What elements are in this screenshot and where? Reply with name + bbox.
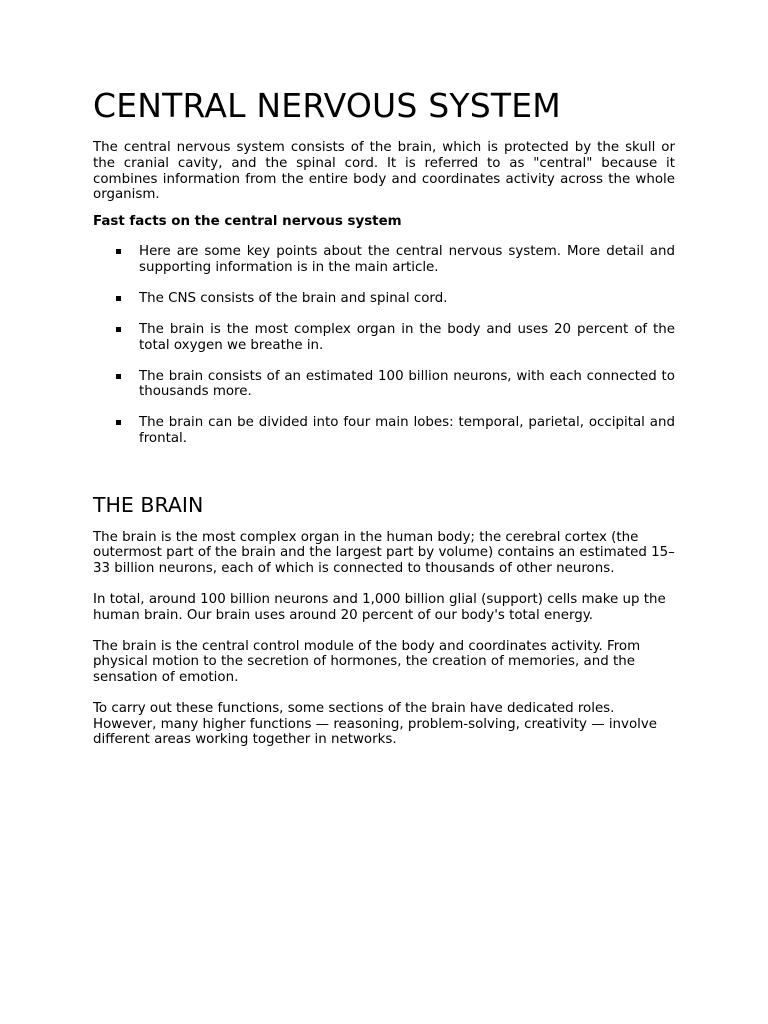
facts-heading: Fast facts on the central nervous system <box>93 214 402 230</box>
fact-item <box>93 291 675 307</box>
fact-item <box>93 369 675 400</box>
fact-text: The CNS consists of the brain and spinal cord. <box>139 290 448 306</box>
square-bullet-icon <box>116 296 121 301</box>
intro-paragraph: The central nervous system consists of the brain, which is protected by the skull or the cranial cavity, and the spinal cord. It is referred to as "central" because it combines information from the entire body and coordinates activity across the whole organism. <box>93 140 675 203</box>
brain-paragraph: To carry out these functions, some sections of the brain have dedicated roles. However, many higher functions — reasoning, problem-solving, creativity — involve different areas working together in networks. <box>93 701 658 748</box>
brain-paragraph: In total, around 100 billion neurons and 1,000 billion glial (support) cells make up the human brain. Our brain uses around 20 percent of our body's total energy. <box>93 591 666 623</box>
fact-text: The brain is the most complex organ in the body and uses 20 percent of the total oxygen we breathe in. <box>139 321 675 353</box>
facts-list <box>93 244 675 446</box>
section-heading-brain: THE BRAIN <box>93 492 204 517</box>
square-bullet-icon <box>116 327 121 332</box>
fact-text: The brain can be divided into four main lobes: temporal, parietal, occipital and frontal. <box>139 415 675 446</box>
fact-item <box>93 322 675 353</box>
fact-text: Here are some key points about the central nervous system. More detail and supporting information is in the main article. <box>139 244 675 275</box>
page-title: CENTRAL NERVOUS SYSTEM <box>93 86 561 125</box>
square-bullet-icon <box>116 249 121 254</box>
brain-paragraph: The brain is the central control module of the body and coordinates activity. From physical motion to the secretion of hormones, the creation of memories, and the sensation of emotion. <box>93 638 641 685</box>
square-bullet-icon <box>116 420 121 425</box>
fact-item <box>93 244 675 275</box>
fact-item <box>93 415 675 446</box>
fact-text: The brain consists of an estimated 100 billion neurons, with each connected to thousands more. <box>139 368 675 400</box>
brain-paragraph: The brain is the most complex organ in the human body; the cerebral cortex (the outermost part of the brain and the largest part by volume) contains an estimated 15–33 billion neurons, each of which is connected to thousands of other neurons. <box>93 529 675 576</box>
square-bullet-icon <box>116 374 121 379</box>
